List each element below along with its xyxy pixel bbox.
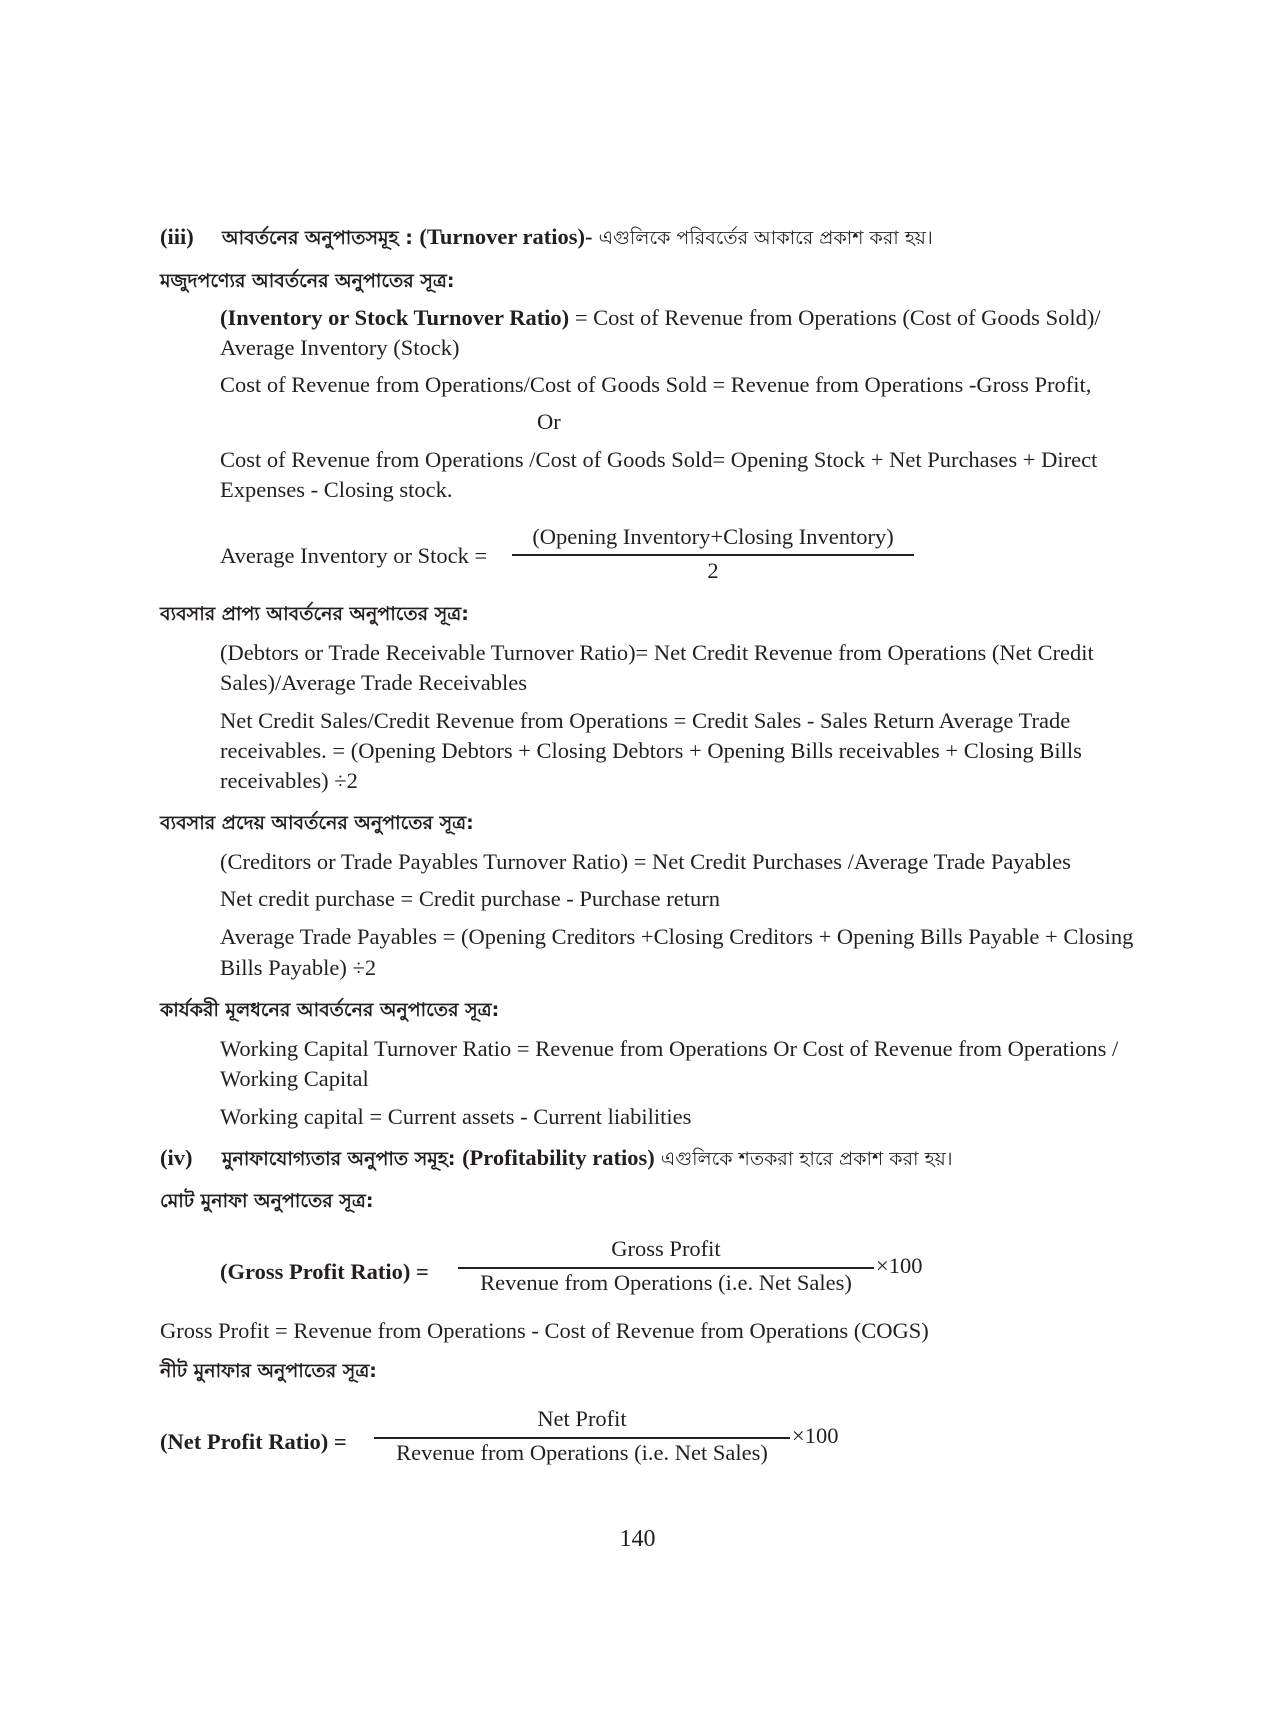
net-profit-heading: নীট মুনাফার অনুপাতের সূত্র: bbox=[160, 1360, 377, 1382]
section-iii-bn-title: আবর্তনের অনুপাতসমূহ : bbox=[222, 227, 420, 249]
receivables-heading: ব্যবসার প্রাপ্য আবর্তনের অনুপাতের সূত্র: bbox=[160, 603, 469, 625]
cogs-alt-line2: Expenses - Closing stock. bbox=[220, 477, 453, 502]
or-text: Or bbox=[537, 409, 561, 434]
section-iii-bn-note: এগুলিকে পরিবর্তের আকারে প্রকাশ করা হয়। bbox=[592, 227, 933, 249]
avg-inventory-fraction-bar bbox=[512, 554, 914, 556]
net-profit-fraction-bar bbox=[374, 1437, 790, 1439]
inventory-heading: মজুদপণ্যের আবর্তনের অনুপাতের সূত্র: bbox=[160, 270, 455, 292]
section-iii-en-title: (Turnover ratios)- bbox=[419, 224, 593, 249]
gross-profit-definition: Gross Profit = Revenue from Operations - Cost of Revenue from Operations (COGS) bbox=[160, 1318, 929, 1343]
section-iii-number: (iii) bbox=[160, 224, 194, 249]
gross-profit-multiplier: ×100 bbox=[876, 1253, 923, 1278]
net-credit-sales-line3: receivables) ÷2 bbox=[220, 768, 358, 793]
section-iv-heading bbox=[160, 1143, 953, 1174]
gross-profit-heading: মোট মুনাফা অনুপাতের সূত্র: bbox=[160, 1190, 374, 1212]
avg-trade-payables-line1: Average Trade Payables = (Opening Creditors +Closing Creditors + Opening Bills Payable + Closing bbox=[220, 924, 1134, 949]
payables-heading: ব্যবসার প্রদেয় আবর্তনের অনুপাতের সূত্র: bbox=[160, 812, 474, 834]
gross-profit-label: (Gross Profit Ratio) = bbox=[220, 1259, 429, 1284]
section-iv-en-title: (Profitability ratios) bbox=[462, 1145, 655, 1170]
cogs-line: Cost of Revenue from Operations/Cost of Goods Sold = Revenue from Operations -Gross Profit, bbox=[220, 372, 1092, 397]
payables-ratio-line: (Creditors or Trade Payables Turnover Ratio) = Net Credit Purchases /Average Trade Payables bbox=[220, 849, 1071, 874]
page-number: 140 bbox=[619, 1526, 656, 1552]
net-profit-multiplier: ×100 bbox=[792, 1423, 839, 1448]
avg-inventory-denominator: 2 bbox=[707, 558, 719, 583]
net-credit-purchase-line: Net credit purchase = Credit purchase - Purchase return bbox=[220, 886, 720, 911]
section-iv-bn-title: মুনাফাযোগ্যতার অনুপাত সমূহ: bbox=[222, 1148, 463, 1170]
avg-trade-payables-line2: Bills Payable) ÷2 bbox=[220, 955, 377, 980]
net-credit-sales-line2: receivables. = (Opening Debtors + Closing Debtors + Opening Bills receivables + Closing Bills bbox=[220, 738, 1082, 763]
working-capital-heading: কার্যকরী মূলধনের আবর্তনের অনুপাতের সূত্র: bbox=[160, 999, 500, 1021]
net-profit-denominator: Revenue from Operations (i.e. Net Sales) bbox=[396, 1440, 768, 1465]
net-profit-label: (Net Profit Ratio) = bbox=[160, 1429, 347, 1454]
gross-profit-numerator: Gross Profit bbox=[611, 1236, 721, 1261]
section-iv-bn-note: এগুলিকে শতকরা হারে প্রকাশ করা হয়। bbox=[654, 1148, 953, 1170]
working-capital-ratio-line1: Working Capital Turnover Ratio = Revenue from Operations Or Cost of Revenue from Operations / bbox=[220, 1036, 1119, 1061]
receivables-ratio-line2: Sales)/Average Trade Receivables bbox=[220, 670, 527, 695]
receivables-ratio-line1: (Debtors or Trade Receivable Turnover Ratio)= Net Credit Revenue from Operations (Net Credit bbox=[220, 640, 1094, 665]
inventory-ratio-line bbox=[220, 303, 1101, 333]
working-capital-line: Working capital = Current assets - Current liabilities bbox=[220, 1104, 692, 1129]
gross-profit-denominator: Revenue from Operations (i.e. Net Sales) bbox=[480, 1270, 852, 1295]
avg-inventory-numerator: (Opening Inventory+Closing Inventory) bbox=[532, 524, 894, 549]
inventory-ratio-line2: Average Inventory (Stock) bbox=[220, 335, 460, 360]
net-credit-sales-line1: Net Credit Sales/Credit Revenue from Operations = Credit Sales - Sales Return Average Trade bbox=[220, 708, 1071, 733]
inventory-ratio-title: (Inventory or Stock Turnover Ratio) bbox=[220, 305, 570, 330]
gross-profit-fraction-bar bbox=[458, 1267, 874, 1269]
section-iii-heading bbox=[160, 222, 933, 253]
inventory-ratio-formula: = Cost of Revenue from Operations (Cost of Goods Sold)/ bbox=[569, 305, 1101, 330]
section-iv-number: (iv) bbox=[160, 1145, 193, 1170]
avg-inventory-label: Average Inventory or Stock = bbox=[220, 543, 488, 568]
working-capital-ratio-line2: Working Capital bbox=[220, 1066, 369, 1091]
net-profit-numerator: Net Profit bbox=[537, 1406, 627, 1431]
cogs-alt-line1: Cost of Revenue from Operations /Cost of Goods Sold= Opening Stock + Net Purchases + Direct bbox=[220, 447, 1098, 472]
